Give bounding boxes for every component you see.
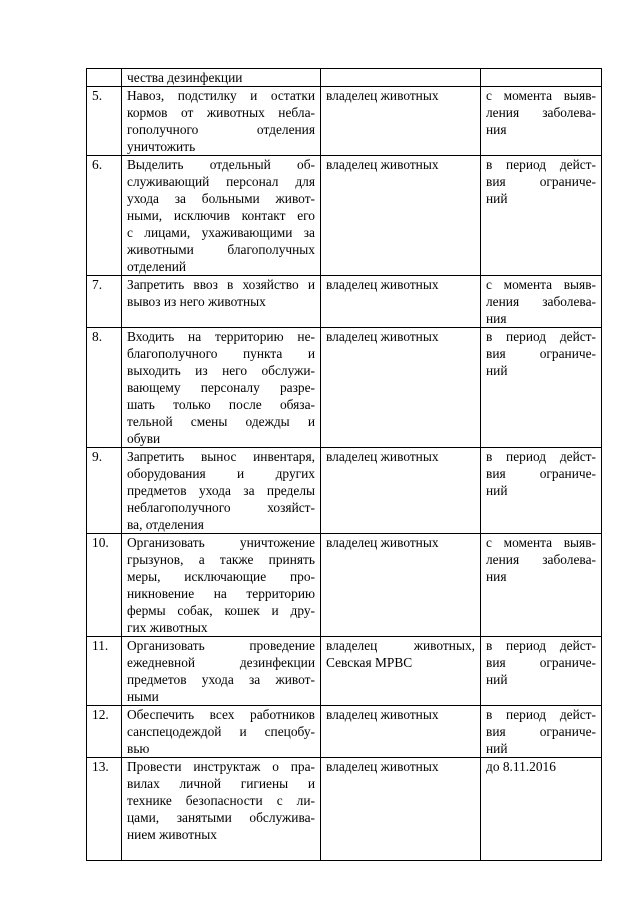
term-cell-line: ления заболева-: [486, 552, 596, 567]
responsible-cell: [321, 87, 481, 156]
item-number: 8.: [87, 328, 122, 448]
responsible-cell: [321, 637, 481, 706]
item-number: 12.: [87, 706, 122, 758]
table-row: [87, 758, 602, 861]
action-cell-line: оборудования и других: [127, 466, 315, 481]
term-cell-line: вия ограниче-: [486, 724, 596, 739]
term-cell-line: ний: [486, 191, 508, 206]
action-cell-line: тельной смены одежды и: [127, 414, 315, 429]
responsible-cell: [321, 706, 481, 758]
action-cell-line: санспецодеждой и спецобу-: [127, 724, 315, 739]
action-cell: [122, 637, 321, 706]
responsible-cell-line: владелец животных: [326, 329, 439, 344]
term-cell: [481, 448, 602, 534]
action-cell: [122, 156, 321, 276]
action-cell-line: ва, отделения: [127, 517, 204, 532]
term-cell: [481, 156, 602, 276]
item-number: 7.: [87, 276, 122, 328]
responsible-cell-line: владелец животных: [326, 88, 439, 103]
action-cell-line: ными, исключив контакт его: [127, 208, 315, 223]
item-number: 5.: [87, 87, 122, 156]
term-cell-line: в период дейст-: [486, 329, 596, 344]
measures-table: [86, 68, 602, 861]
action-cell-line: Запретить ввоз в хозяйство и: [127, 277, 315, 292]
action-cell-line: благополучного пункта и: [127, 346, 315, 361]
responsible-cell-line: владелец животных: [326, 277, 439, 292]
table-row: [87, 276, 602, 328]
action-cell-line: Входить на территорию не-: [127, 329, 315, 344]
term-cell-line: вия ограниче-: [486, 655, 596, 670]
action-cell-line: выходить из него обслужи-: [127, 363, 315, 378]
term-cell: [481, 276, 602, 328]
term-cell-line: до 8.11.2016: [486, 759, 556, 774]
action-cell-line: вывоз из него животных: [127, 294, 266, 309]
responsible-cell: [321, 156, 481, 276]
action-cell-line: предметов ухода за пределы: [127, 483, 315, 498]
responsible-cell: [321, 69, 481, 87]
term-cell-line: ния: [486, 122, 507, 137]
action-cell-line: вающему персоналу разре-: [127, 380, 315, 395]
action-cell-line: обуви: [127, 431, 161, 446]
action-cell-line: меры, исключающие про-: [127, 569, 315, 584]
term-cell-line: с момента выяв-: [486, 88, 596, 103]
action-cell-line: вилах личной гигиены и: [127, 776, 315, 791]
table-row: [87, 637, 602, 706]
action-cell: [122, 69, 321, 87]
action-cell-line: технике безопасности с ли-: [127, 793, 315, 808]
action-cell-line: чества дезинфекции: [127, 70, 243, 85]
term-cell-line: в период дейст-: [486, 449, 596, 464]
term-cell: [481, 706, 602, 758]
action-cell-line: грызунов, а также принять: [127, 552, 315, 567]
action-cell-line: фермы собак, кошек и дру-: [127, 603, 315, 618]
responsible-cell: [321, 328, 481, 448]
action-cell-line: ными: [127, 689, 159, 704]
item-number: 11.: [87, 637, 122, 706]
table-row: [87, 87, 602, 156]
action-cell-line: никновение на территорию: [127, 586, 315, 601]
action-cell: [122, 706, 321, 758]
term-cell-line: ния: [486, 569, 507, 584]
term-cell-line: в период дейст-: [486, 157, 596, 172]
action-cell-line: гополучного отделения: [127, 122, 315, 137]
term-cell-line: с момента выяв-: [486, 277, 596, 292]
term-cell-line: ния: [486, 311, 507, 326]
responsible-cell-line: владелец животных: [326, 759, 439, 774]
term-cell: [481, 328, 602, 448]
action-cell-line: шать только после обяза-: [127, 397, 315, 412]
action-cell-line: Организовать уничтожение: [127, 535, 315, 550]
responsible-cell-line: Севская МРВС: [326, 655, 413, 670]
action-cell-line: отделений: [127, 259, 187, 274]
action-cell-line: Провести инструктаж о пра-: [127, 759, 315, 774]
action-cell-line: служивающий персонал для: [127, 174, 315, 189]
item-number: 10.: [87, 534, 122, 637]
table-row: [87, 156, 602, 276]
term-cell-line: ления заболева-: [486, 105, 596, 120]
responsible-cell: [321, 758, 481, 861]
action-cell-line: с лицами, ухаживающими за: [127, 225, 315, 240]
table-row: [87, 706, 602, 758]
term-cell-line: ний: [486, 741, 508, 756]
responsible-cell-line: владелец животных: [326, 157, 439, 172]
action-cell-line: кормов от животных небла-: [127, 105, 315, 120]
action-cell-line: животными благополучных: [127, 242, 315, 257]
term-cell-line: вия ограниче-: [486, 174, 596, 189]
term-cell-line: вия ограниче-: [486, 466, 596, 481]
table-row: [87, 328, 602, 448]
term-cell-line: с момента выяв-: [486, 535, 596, 550]
action-cell-line: гих животных: [127, 620, 208, 635]
term-cell: [481, 758, 602, 861]
item-number: [87, 69, 122, 87]
action-cell-line: уничтожить: [127, 139, 196, 154]
term-cell: [481, 637, 602, 706]
action-cell: [122, 87, 321, 156]
term-cell-line: ний: [486, 363, 508, 378]
action-cell-line: нием животных: [127, 827, 217, 842]
term-cell: [481, 87, 602, 156]
item-number: 9.: [87, 448, 122, 534]
responsible-cell-line: владелец животных,: [326, 638, 475, 653]
action-cell-line: вью: [127, 741, 150, 756]
responsible-cell-line: владелец животных: [326, 535, 439, 550]
action-cell-line: Обеспечить всех работников: [127, 707, 315, 722]
term-cell-line: вия ограниче-: [486, 346, 596, 361]
responsible-cell-line: владелец животных: [326, 707, 439, 722]
table-row: [87, 534, 602, 637]
responsible-cell: [321, 276, 481, 328]
term-cell-line: в период дейст-: [486, 707, 596, 722]
term-cell: [481, 69, 602, 87]
action-cell-line: ежедневной дезинфекции: [127, 655, 315, 670]
action-cell-line: Организовать проведение: [127, 638, 315, 653]
action-cell-line: неблагополучного хозяйст-: [127, 500, 315, 515]
responsible-cell: [321, 534, 481, 637]
responsible-cell-line: владелец животных: [326, 449, 439, 464]
action-cell-line: цами, занятыми обслужива-: [127, 810, 315, 825]
action-cell-line: Запретить вынос инвентаря,: [127, 449, 315, 464]
action-cell-line: ухода за больными живот-: [127, 191, 315, 206]
action-cell: [122, 534, 321, 637]
term-cell-line: в период дейст-: [486, 638, 596, 653]
term-cell: [481, 534, 602, 637]
responsible-cell: [321, 448, 481, 534]
action-cell: [122, 758, 321, 861]
action-cell: [122, 276, 321, 328]
item-number: 6.: [87, 156, 122, 276]
action-cell-line: предметов ухода за живот-: [127, 672, 315, 687]
action-cell-line: Навоз, подстилку и остатки: [127, 88, 315, 103]
term-cell-line: ления заболева-: [486, 294, 596, 309]
table-row: [87, 448, 602, 534]
term-cell-line: ний: [486, 483, 508, 498]
table-row: [87, 69, 602, 87]
measures-table-body: [87, 69, 602, 861]
action-cell: [122, 448, 321, 534]
action-cell: [122, 328, 321, 448]
item-number: 13.: [87, 758, 122, 861]
term-cell-line: ний: [486, 672, 508, 687]
action-cell-line: Выделить отдельный об-: [127, 157, 315, 172]
